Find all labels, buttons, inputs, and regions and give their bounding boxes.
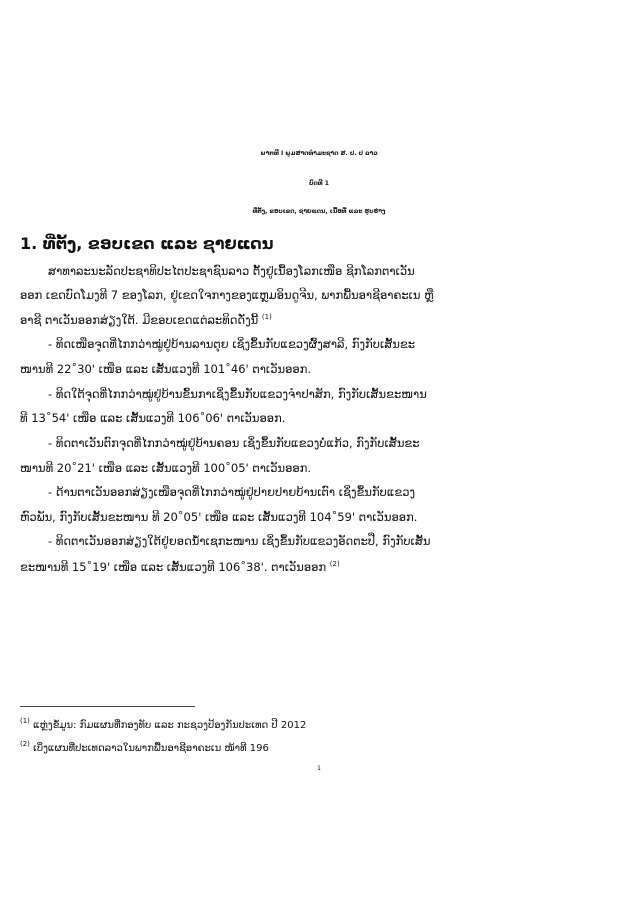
body-line-2: ອອກ ເຂດບົດໂມງທີ 7 ຂອງໂລກ, ຢູ່ເຂດໃຈກາງຂອງແຫຼມອິນດູຈີນ, ພາກພື້ນອາຊີອາຄະເນ ຫຼື bbox=[20, 288, 434, 302]
footnote-ref-1: (1) bbox=[261, 313, 272, 321]
chapter-title: ບົດທີ 1 bbox=[309, 180, 329, 187]
footnote-1-text: ແຫຼ່ງຂໍ້ມູນ: ກົມແຜນທີ່ກອງທັບ ແລະ ກະຊວງປ້ອງກັນປະເທດ ປີ 2012 bbox=[33, 720, 307, 731]
body-line-4: - ທິດເໜືອຈຸດທີ່ໄກກວ່າໝູ່ຢູ່ບ້ານລານຕຸຍ ເຊິ່ງຂຶ້ນກັບແຂວງຜົ້ງສາລີ, ກົງກັບເສັ້ນຂະ bbox=[48, 337, 416, 351]
body-line-11: ຫົວພັນ, ກົງກັບເສັ້ນຂະໜານ ທີ 20˚05' ເໜືອ ແລະ ເສັ້ນແວງທີ 104˚59' ຕາເວັນອອກ. bbox=[20, 510, 418, 524]
body-line-9: ໜານທີ 20˚21' ເໜືອ ແລະ ເສັ້ນແວງທີ 100˚05' ຕາເວັນອອກ. bbox=[20, 461, 311, 475]
chapter-subtitle: ທີ່ຕັ້ງ, ຂອບເຂດ, ຊາຍແດນ, ເນື້ອທີ່ ແລະ ຮູບຮ່າງ bbox=[252, 208, 386, 215]
part-title: ພາກທີ I ພູມສາດທຳມະຊາດ ສ. ປ. ປ ລາວ bbox=[260, 150, 378, 157]
body-line-12: - ທິດຕາເວັນອອກສ່ຽງໃຕ້ຢູ່ຍອດນ້ຳເຊກະໜານ ເຊິ່ງຂຶ້ນກັບແຂວງອັດຕະປື, ກົງກັບເສັ້ນ bbox=[48, 534, 431, 548]
body-line-10: - ດ້ານຕາເວັນອອກສ່ຽງເໜືອຈຸດທີ່ໄກກວ່າໝູ່ຢູ່ປາຍປາຍບ້ານເຕົາ ເຊິ່ງຂຶ້ນກັບແຂວງ bbox=[48, 485, 416, 499]
footnote-ref-2: (2) bbox=[329, 560, 340, 568]
footnote-divider bbox=[20, 706, 195, 707]
body-line-5: ໜານທີ 22˚30' ເໜືອ ແລະ ເສັ້ນແວງທີ 101˚46' ຕາເວັນອອກ. bbox=[20, 362, 311, 376]
section-title: 1. ທີ່ຕັ້ງ, ຂອບເຂດ ແລະ ຊາຍແດນ bbox=[20, 234, 274, 253]
body-line-8: - ທິດຕາເວັນຕົກຈຸດທີ່ໄກກວ່າໝູ່ຢູ່ບ້ານຄອນ ເຊິ່ງຂຶ້ນກັບແຂວງບໍ່ແກ້ວ, ກົງກັບເສັ້ນຂະ bbox=[48, 436, 420, 450]
body-line-13: ຂະໜານທີ 15˚19' ເໜືອ ແລະ ເສັ້ນແວງທີ 106˚38'. ຕາເວັນອອກ bbox=[20, 560, 327, 574]
body-line-3: ອາຊີ ຕາເວັນອອກສ່ຽງໃຕ້. ມີຂອບເຂດແຕ່ລະທິດດັ່ງນີ້ bbox=[20, 313, 259, 327]
body-line-7: ທີ 13˚54' ເໜືອ ແລະ ເສັ້ນແວງທີ 106˚06' ຕາເວັນອອກ. bbox=[20, 411, 286, 425]
body-line-1: ສາທາລະນະລັດປະຊາທິປະໄຕປະຊາຊົນລາວ ຕັ້ງຢູ່ເນື້ອງໂລກເໜືອ ຊີກໂລກຕາເວັນ bbox=[48, 264, 415, 278]
footnote-1-marker: (1) bbox=[20, 717, 30, 725]
footnote-2-marker: (2) bbox=[20, 740, 30, 748]
page-number: 1 bbox=[317, 765, 321, 772]
footnote-2-text: ເບິ່ງແຜນທີ່ປະເທດລາວໃນພາກພື້ນອາຊີອາຄະເນ ໜ້າທີ 196 bbox=[33, 743, 269, 754]
body-line-6: - ທິດໃຕ້ຈຸດທີ່ໄກກວ່າໝູ່ຢູ່ບ້ານຂົ້ນກາເຊິ່ງຂຶ້ນກັບແຂວງຈຳປາສັກ, ກົງກັບເສັ້ນຂະໜານ bbox=[48, 387, 427, 401]
